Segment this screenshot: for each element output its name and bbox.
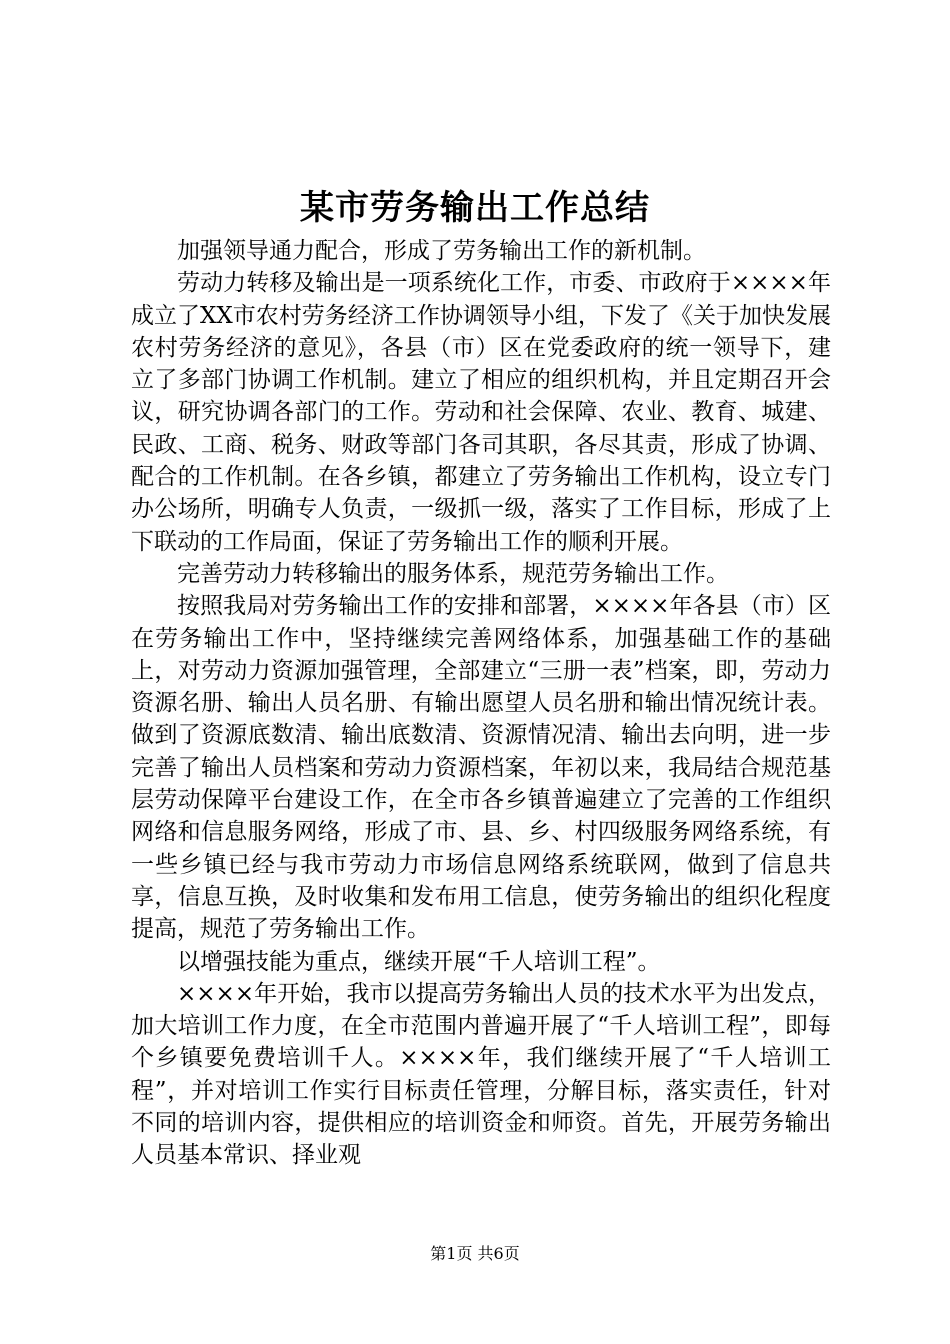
page-footer: 第1页 共6页 [430, 1244, 520, 1263]
document-body [131, 235, 831, 1172]
paragraph-6: ××××年开始，我市以提高劳务输出人员的技术水平为出发点，加大培训工作力度，在全市范围内普遍开展了“千人培训工程”，即每个乡镇要免费培训千人。××××年，我们继续开展了“千人培训工程”，并对培训工作实行目标责任管理，分解目标，落实责任，针对不同的培训内容，提供相应的培训资金和师资。首先，开展劳务输出人员基本常识、择业观 [131, 980, 831, 1169]
paragraph-2: 劳动力转移及输出是一项系统化工作，市委、市政府于××××年成立了XX市农村劳务经济工作协调领导小组，下发了《关于加快发展农村劳务经济的意见》，各县（市）区在党委政府的统一领导下，建立了多部门协调工作机制。建立了相应的组织机构，并且定期召开会议，研究协调各部门的工作。劳动和社会保障、农业、教育、城建、民政、工商、税务、财政等部门各司其职，各尽其责，形成了协调、配合的工作机制。在各乡镇，都建立了劳务输出工作机构，设立专门办公场所，明确专人负责，一级抓一级，落实了工作目标，形成了上下联动的工作局面，保证了劳务输出工作的顺利开展。 [131, 270, 831, 555]
paragraph-4: 按照我局对劳务输出工作的安排和部署，××××年各县（市）区在劳务输出工作中，坚持继续完善网络体系，加强基础工作的基础上，对劳动力资源加强管理，全部建立“三册一表”档案，即，劳动力资源名册、输出人员名册、有输出愿望人员名册和输出情况统计表。做到了资源底数清、输出底数清、资源情况清、输出去向明，进一步完善了输出人员档案和劳动力资源档案，年初以来，我局结合规范基层劳动保障平台建设工作，在全市各乡镇普遍建立了完善的工作组织网络和信息服务网络，形成了市、县、乡、村四级服务网络系统，有一些乡镇已经与我市劳动力市场信息网络系统联网，做到了信息共享，信息互换，及时收集和发布用工信息，使劳务输出的组织化程度提高，规范了劳务输出工作。 [131, 593, 831, 943]
paragraph-3: 完善劳动力转移输出的服务体系，规范劳务输出工作。 [177, 560, 729, 587]
paragraph-1: 加强领导通力配合，形成了劳务输出工作的新机制。 [177, 238, 706, 264]
paragraph-5: 以增强技能为重点，继续开展“千人培训工程”。 [177, 948, 661, 975]
document-title: 某市劳务输出工作总结 [300, 188, 650, 228]
